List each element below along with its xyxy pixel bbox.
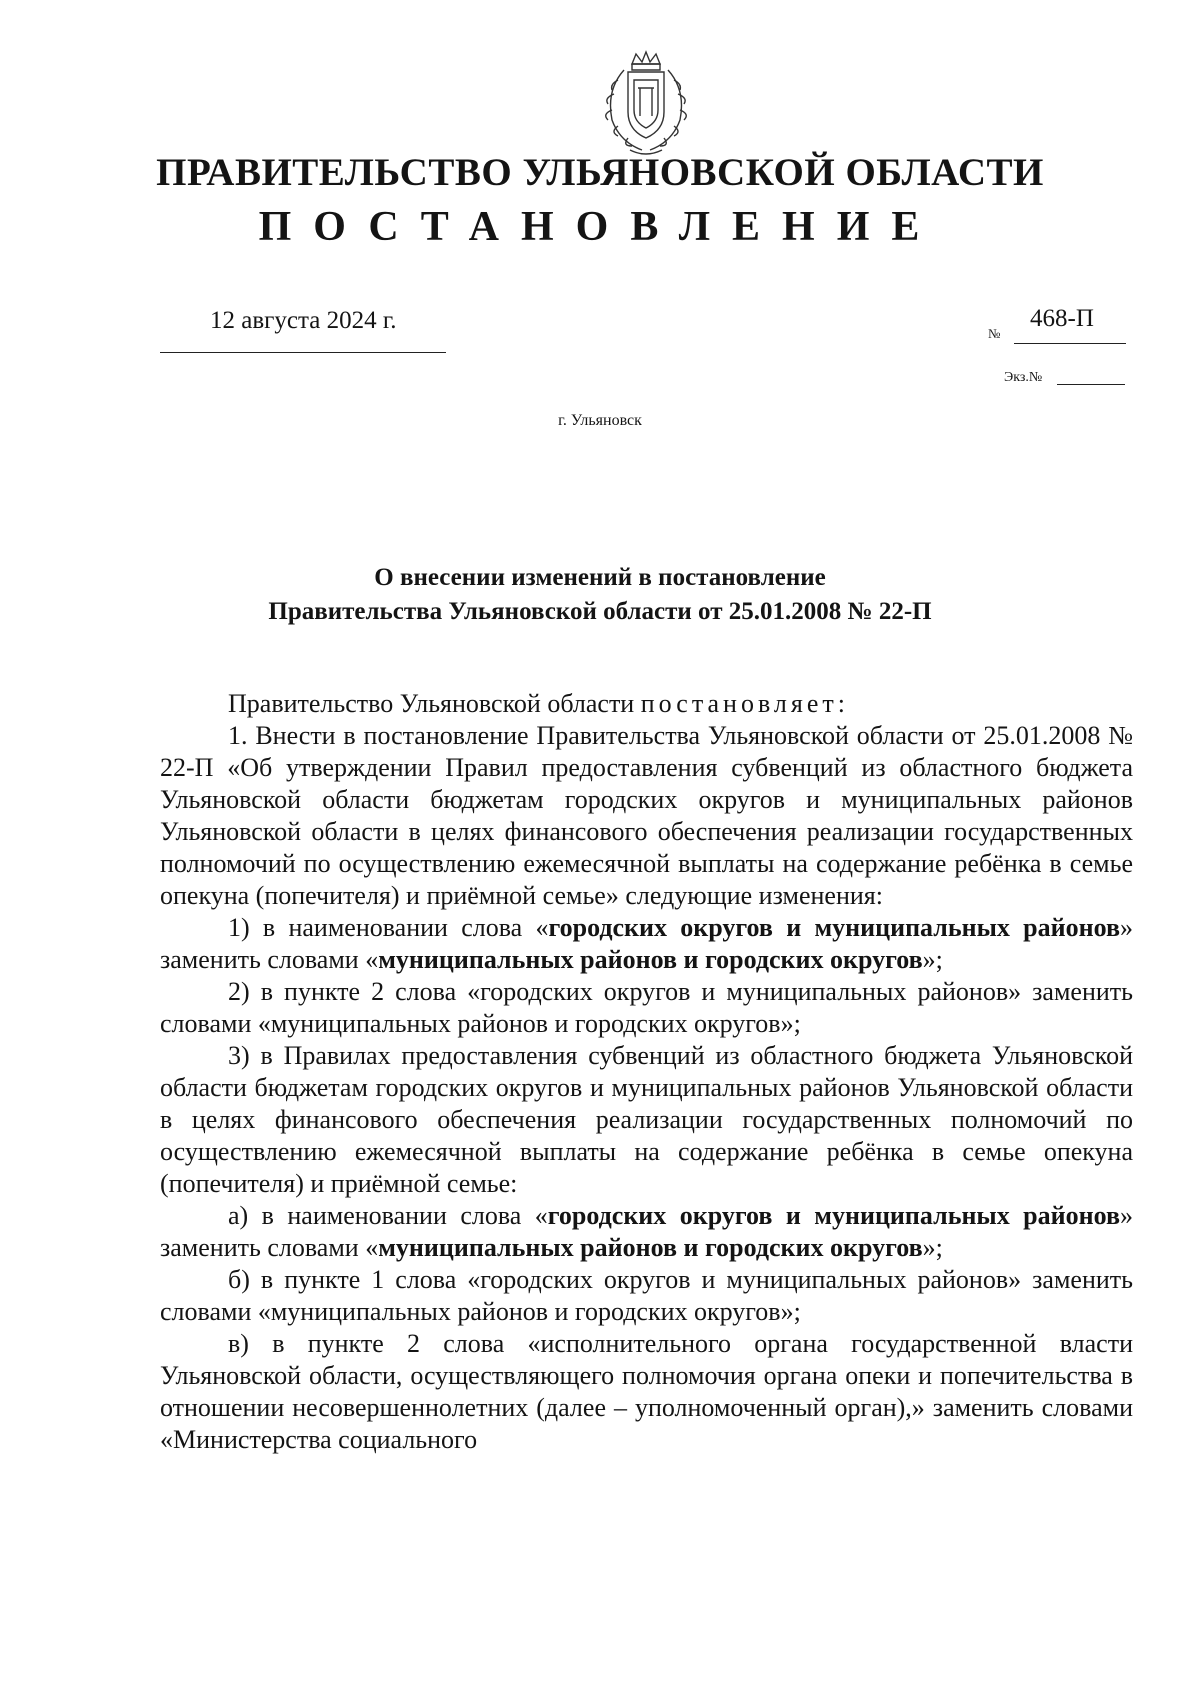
item-a-part-a: а) в наименовании слова « — [228, 1201, 548, 1230]
item-1-1-part-c: » заменить словами « — [160, 913, 1133, 974]
subject-line-2: Правительства Ульяновской области от 25.01.2008 № 22-П — [268, 598, 932, 625]
number-sign: № — [988, 326, 1001, 341]
item-1: 1. Внести в постановление Правительства Ульяновской области от 25.01.2008 № 22-П «Об утверждении Правил предоставления субвенций из областного бюджета Ульяновской области бюджетам городских округов и муниципальных районов Ульяновской области в целях финансового обеспечения реализации государственных полномочий по осуществлению ежемесячной выплаты на содержание ребёнка в семье опекуна (попечителя) и приёмной семье» следующие изменения: — [160, 721, 1133, 910]
item-v: в) в пункте 2 слова «исполнительного органа государственной власти Ульяновской области, осуществляющего полномочия органа опеки и попечительства в отношении несовершеннолетних (далее – уполномоченный орган),» заменить словами «Министерства социального — [160, 1329, 1133, 1454]
copy-number-label: Экз.№ — [1004, 370, 1043, 385]
decree-number: 468-П — [1030, 305, 1094, 332]
item-a-part-c: » заменить словами « — [160, 1201, 1133, 1262]
government-title: ПРАВИТЕЛЬСТВО УЛЬЯНОВСКОЙ ОБЛАСТИ — [156, 151, 1044, 194]
item-1-2: 2) в пункте 2 слова «городских округов и муниципальных районов» заменить словами «муниципальных районов и городских округов»; — [160, 977, 1133, 1038]
item-a-part-b: городских округов и муниципальных районов — [547, 1201, 1120, 1230]
document-type-title: ПОСТАНОВЛЕНИЕ — [258, 204, 942, 250]
item-1-1 — [160, 912, 1133, 976]
city-name: г. Ульяновск — [558, 412, 642, 429]
item-a — [160, 1200, 1133, 1264]
item-1-1-part-d: муниципальных районов и городских округов — [378, 945, 923, 974]
coat-of-arms-icon — [590, 50, 702, 160]
item-1-3: 3) в Правилах предоставления субвенций из областного бюджета Ульяновской области бюджетам городских округов и муниципальных районов Ульяновской области в целях финансового обеспечения реализации государственных полномочий по осуществлению ежемесячной выплаты на содержание ребёнка в семье опекуна (попечителя) и приёмной семье: — [160, 1041, 1133, 1198]
item-a-part-e: »; — [922, 1233, 943, 1262]
copy-number-underline — [1057, 384, 1125, 385]
item-a-part-d: муниципальных районов и городских округов — [378, 1233, 923, 1262]
number-underline — [1014, 343, 1126, 344]
decree-subject — [0, 561, 1200, 629]
item-1-1-part-a: 1) в наименовании слова « — [228, 913, 549, 942]
decree-date: 12 августа 2024 г. — [210, 307, 397, 334]
preamble-spaced: постановляет: — [640, 689, 849, 718]
preamble — [160, 688, 1133, 720]
coat-of-arms-drawing — [590, 50, 702, 160]
date-underline — [160, 352, 446, 353]
decree-body — [160, 688, 1133, 1456]
item-1-1-part-b: городских округов и муниципальных районов — [548, 913, 1120, 942]
preamble-prefix: Правительство Ульяновской области — [228, 689, 641, 718]
item-1-1-part-e: »; — [922, 945, 943, 974]
subject-line-1: О внесении изменений в постановление — [374, 564, 826, 591]
item-b: б) в пункте 1 слова «городских округов и муниципальных районов» заменить словами «муниципальных районов и городских округов»; — [160, 1265, 1133, 1326]
